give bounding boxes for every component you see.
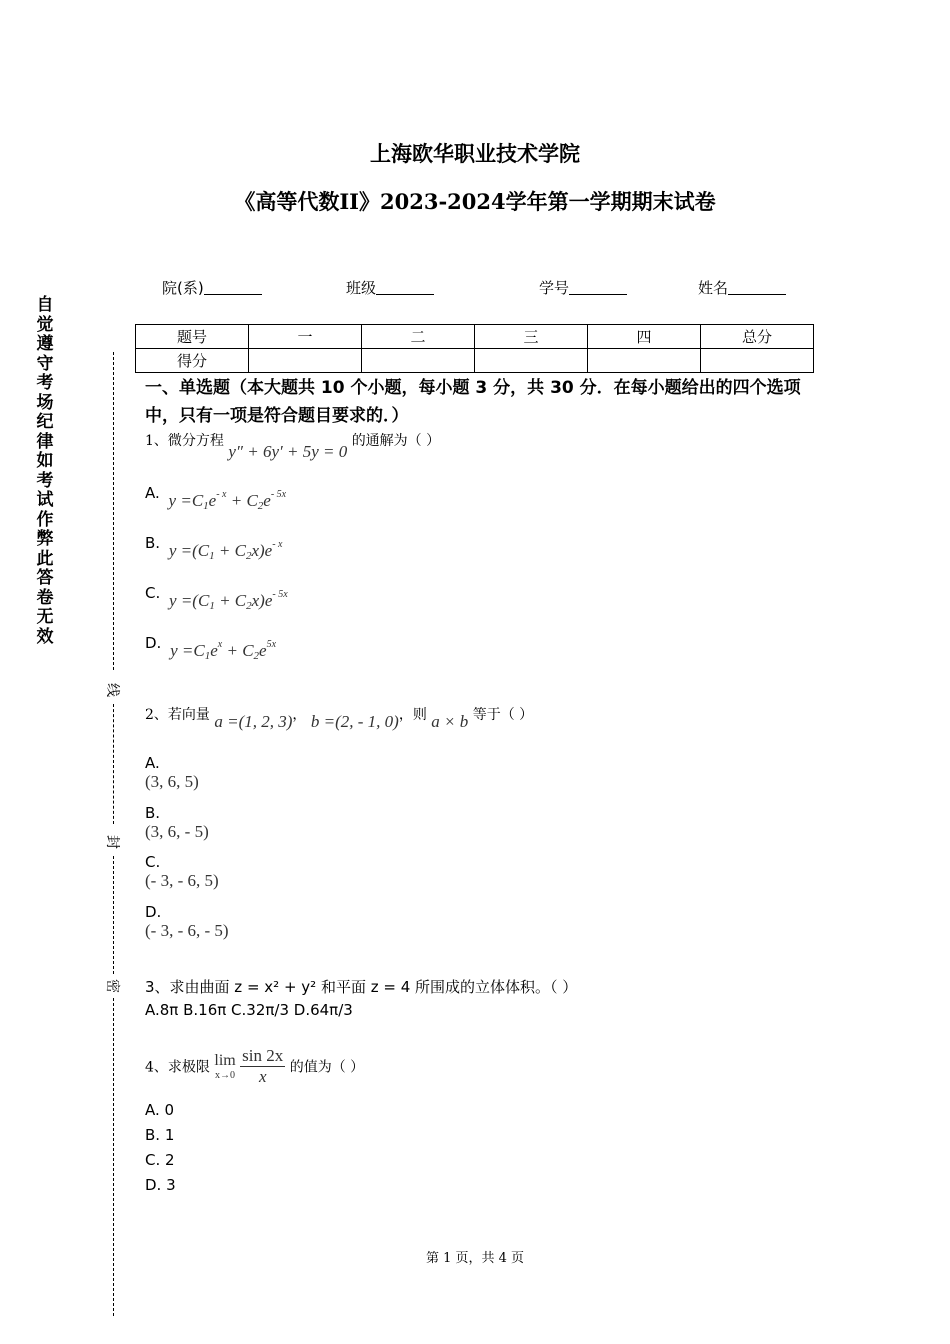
department-blank[interactable] <box>204 280 262 295</box>
exam-title: 《高等代数II》2023-2024学年第一学期期末试卷 <box>234 189 716 214</box>
score-table-header-row <box>136 325 814 349</box>
question-3-options[interactable]: A.8π B.16π C.32π/3 D.64π/3 <box>145 1001 353 1019</box>
q1-option-d-formula: $y =C_1e^x + C_2e^{5x}$ <box>170 639 277 662</box>
q4-numerator: sin 2x <box>242 1046 284 1065</box>
q1-option-b-formula: $y =(C_1 + C_2x)e^{- x}$ <box>168 539 283 562</box>
question-3-stem: 3、求由曲面 z = x² + y² 和平面 z = 4 所围成的立体体积。（ ） <box>145 978 578 996</box>
score-table <box>135 324 814 373</box>
q2-suffix: 等于（ ） <box>472 707 534 723</box>
q4-prefix: 4、求极限 <box>145 1059 210 1076</box>
q4-suffix: 的值为（ ） <box>289 1059 365 1076</box>
question-2-stem: 2、若向量 a =(1, 2, 3)， b =(2, - 1, 0)，则 a × b 等于（ ） <box>145 707 534 731</box>
score-cell[interactable] <box>249 349 362 373</box>
score-table-score-row <box>136 349 814 373</box>
q4-denominator: x <box>258 1067 267 1086</box>
binding-line-lower <box>113 856 114 974</box>
q1-equation: y″ + 6y′ + 5y = 0 <box>228 442 348 461</box>
section-heading: 一、单选题（本大题共 10 个小题，每小题 3 分，共 30 分．在每小题给出的四个选项中，只有一项是符合题目要求的．） <box>145 378 801 426</box>
option-label: B. <box>145 534 161 552</box>
binding-line-top <box>113 352 114 670</box>
option-label: A. <box>145 754 160 772</box>
table-cell: 一 <box>249 325 362 349</box>
option-label: B. <box>145 804 161 822</box>
class-field <box>346 277 434 298</box>
q1-option-c[interactable] <box>145 581 288 612</box>
q1-option-c-formula: $y =(C_1 + C_2x)e^{- 5x}$ <box>169 589 288 612</box>
q2-option-c-value: (- 3, - 6, 5) <box>145 871 219 890</box>
page-footer: 第 1 页，共 4 页 <box>425 1251 525 1266</box>
score-cell[interactable] <box>475 349 588 373</box>
class-blank[interactable] <box>376 280 434 295</box>
table-cell: 四 <box>588 325 701 349</box>
binding-line-bottom <box>113 998 114 1316</box>
question-4-stem <box>145 1046 364 1087</box>
binding-mark-seal: 封 <box>103 835 123 849</box>
school-name: 上海欧华职业技术学院 <box>370 141 580 166</box>
q4-lim-word: lim <box>214 1052 236 1069</box>
q2-option-d[interactable] <box>145 903 229 941</box>
q1-option-a-formula: $y =C_1e^{- x} + C_2e^{- 5x}$ <box>168 489 287 512</box>
binding-line-mid <box>113 704 114 824</box>
class-label: 班级 <box>346 279 377 297</box>
table-cell: 二 <box>362 325 475 349</box>
q4-option-b[interactable]: B. 1 <box>145 1126 175 1144</box>
student-id-label: 学号 <box>539 279 570 297</box>
binding-mark-secret: 密 <box>103 979 123 993</box>
q4-option-c[interactable]: C. 2 <box>145 1151 175 1169</box>
student-id-field <box>539 277 627 298</box>
q2-then: ，则 <box>398 707 427 723</box>
question-1-stem <box>145 430 441 461</box>
score-cell[interactable] <box>701 349 814 373</box>
table-cell: 三 <box>475 325 588 349</box>
department-field <box>162 277 262 298</box>
table-cell: 题号 <box>136 325 249 349</box>
binding-mark-line: 线 <box>103 683 123 697</box>
q1-option-d[interactable] <box>145 631 277 662</box>
q2-cross-product: a × b <box>431 712 469 731</box>
score-cell[interactable] <box>588 349 701 373</box>
q4-lim-sub: x→0 <box>215 1070 236 1081</box>
q2-option-d-value: (- 3, - 6, - 5) <box>145 921 229 940</box>
q1-prefix: 1、微分方程 <box>145 433 224 449</box>
department-label: 院(系) <box>162 279 204 297</box>
name-field <box>698 277 786 298</box>
q4-option-d[interactable]: D. 3 <box>145 1176 176 1194</box>
q2-option-a[interactable] <box>145 754 199 792</box>
q1-option-b[interactable] <box>145 531 283 562</box>
q2-option-c[interactable] <box>145 853 219 891</box>
q2-option-b[interactable] <box>145 804 209 842</box>
table-cell: 总分 <box>701 325 814 349</box>
score-cell[interactable] <box>362 349 475 373</box>
student-id-blank[interactable] <box>569 280 627 295</box>
name-label: 姓名 <box>698 279 729 297</box>
q2-vector-b: b =(2, - 1, 0) <box>310 712 399 731</box>
option-label: D. <box>145 903 162 921</box>
option-label: A. <box>145 484 160 502</box>
q2-option-a-value: (3, 6, 5) <box>145 772 199 791</box>
q4-fraction <box>240 1046 285 1087</box>
q4-option-a[interactable]: A. 0 <box>145 1101 175 1119</box>
q2-prefix: 2、若向量 <box>145 707 210 723</box>
q2-vector-a: a =(1, 2, 3) <box>214 712 293 731</box>
name-blank[interactable] <box>728 280 786 295</box>
option-label: D. <box>145 634 162 652</box>
option-label: C. <box>145 853 161 871</box>
q2-option-b-value: (3, 6, - 5) <box>145 822 209 841</box>
side-notice: 自觉遵守考场纪律如考试作弊此答卷无效 <box>36 295 54 647</box>
option-label: C. <box>145 584 161 602</box>
q4-limit <box>214 1052 235 1081</box>
table-cell: 得分 <box>136 349 249 373</box>
q1-suffix: 的通解为（ ） <box>351 433 441 449</box>
q1-option-a[interactable] <box>145 481 287 512</box>
